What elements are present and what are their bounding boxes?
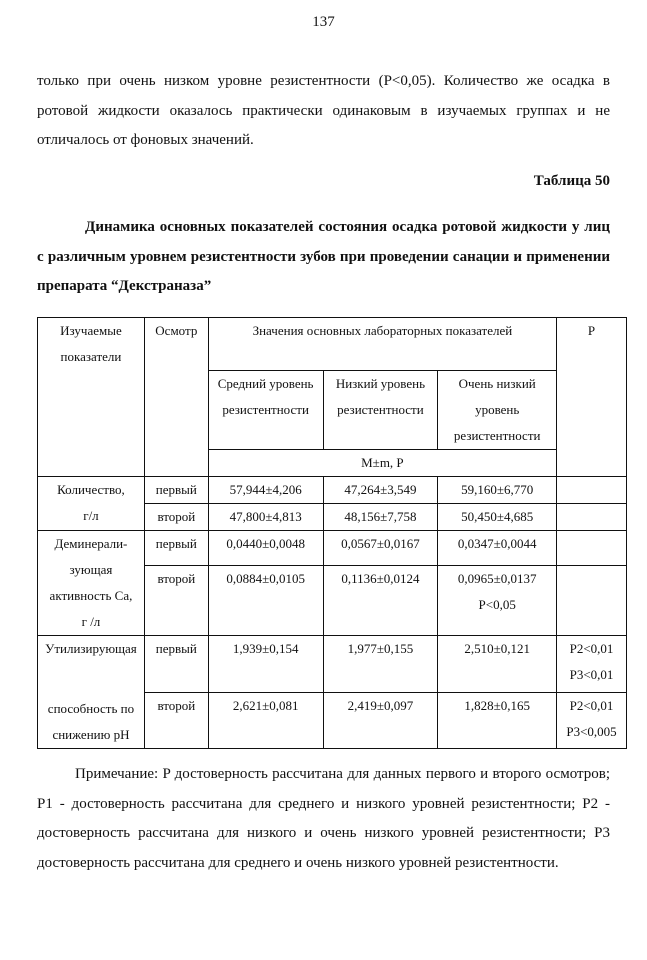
table-note: Примечание: P достоверность рассчитана для данных первого и второго осмотров; P1 - достоверность рассчитана для среднего и низкого уровней резистентности; P2 - достоверность рассчитана для низкого и очень низкого уровней резистентности; P3 достоверность рассчитана для среднего и очень низкого уровней резистентности. [37, 766, 610, 871]
indicator-line: Количество, [57, 482, 125, 497]
vlow-value-cell [438, 692, 557, 749]
vlow-value: 1,828±0,165 [464, 697, 530, 713]
header-unit: M±m, P [208, 450, 556, 477]
vlow-value-cell [438, 566, 557, 636]
page-number: 137 [312, 14, 335, 30]
indicator-cell [38, 636, 145, 749]
p-line: P2<0,01 [569, 697, 614, 713]
indicator-line: г /л [81, 614, 101, 629]
p-line: P3<0,01 [569, 667, 614, 682]
table-row [38, 531, 627, 566]
exam-cell: первый [144, 636, 208, 693]
p-cell [557, 566, 627, 636]
vlow-value-cell [438, 477, 557, 504]
indicator-cell [38, 531, 145, 636]
vlow-value-cell [438, 504, 557, 531]
p-cell [557, 477, 627, 504]
indicator-line: г/л [83, 508, 99, 523]
vlow-value: 0,0965±0,0137 [457, 571, 537, 587]
exam-cell: второй [144, 692, 208, 749]
mid-value-cell: 2,621±0,081 [208, 692, 323, 749]
mid-value-cell: 0,0884±0,0105 [208, 566, 323, 636]
low-value-cell: 0,0567±0,0167 [323, 531, 438, 566]
vlow-value: 2,510±0,121 [464, 641, 530, 656]
table-body [38, 477, 627, 749]
p-line: P2<0,01 [569, 641, 614, 656]
table-title: Динамика основных показателей состояния осадка ротовой жидкости у лиц с различным уровнем резистентности зубов при проведении санации и применении препарата “Декстраназа” [37, 219, 610, 294]
low-value-cell: 48,156±7,758 [323, 504, 438, 531]
low-value-cell: 47,264±3,549 [323, 477, 438, 504]
p-cell [557, 531, 627, 566]
p-line: P3<0,005 [566, 723, 617, 739]
mid-value-cell: 0,0440±0,0048 [208, 531, 323, 566]
header-indicator: Изучаемые показатели [38, 318, 145, 477]
mid-value-cell: 47,800±4,813 [208, 504, 323, 531]
data-table [37, 317, 627, 749]
indicator-line: активность Ca, [49, 588, 133, 603]
vlow-value-cell [438, 636, 557, 693]
indicator-line: Утилизирующая [45, 641, 137, 656]
header-p: P [557, 318, 627, 477]
indicator-line: снижению pH [52, 727, 130, 742]
indicator-line: зующая [69, 562, 113, 577]
exam-cell: первый [144, 531, 208, 566]
header-vlow: Очень низкий уровень резистентности [438, 371, 557, 450]
exam-cell: второй [144, 504, 208, 531]
indicator-spacer [41, 662, 141, 696]
header-values: Значения основных лабораторных показателей [208, 318, 556, 371]
low-value-cell: 1,977±0,155 [323, 636, 438, 693]
indicator-line: Деминерали- [54, 536, 128, 551]
vlow-value: 50,450±4,685 [461, 509, 534, 524]
mid-value-cell: 1,939±0,154 [208, 636, 323, 693]
indicator-cell [38, 477, 145, 531]
vlow-significance: P<0,05 [478, 597, 516, 613]
p-cell [557, 636, 627, 693]
header-low: Низкий уровень резистентности [323, 371, 438, 450]
header-mid: Средний уровень резистентности [208, 371, 323, 450]
table-row [38, 636, 627, 693]
exam-cell: второй [144, 566, 208, 636]
table-row [38, 477, 627, 504]
low-value-cell: 0,1136±0,0124 [323, 566, 438, 636]
indicator-line: способность по [47, 701, 135, 716]
vlow-value: 59,160±6,770 [461, 482, 534, 497]
mid-value-cell: 57,944±4,206 [208, 477, 323, 504]
vlow-value: 0,0347±0,0044 [457, 536, 537, 551]
vlow-value-cell [438, 531, 557, 566]
header-row [38, 318, 627, 371]
table-label: Таблица 50 [533, 173, 610, 189]
header-exam: Осмотр [144, 318, 208, 477]
low-value-cell: 2,419±0,097 [323, 692, 438, 749]
intro-paragraph: только при очень низком уровне резистентности (P<0,05). Количество же осадка в ротовой жидкости оказалось практически одинаковым в изучаемых группах и не отличалось от фоновых значений. [37, 73, 610, 148]
p-cell [557, 504, 627, 531]
exam-cell: первый [144, 477, 208, 504]
p-cell [557, 692, 627, 749]
